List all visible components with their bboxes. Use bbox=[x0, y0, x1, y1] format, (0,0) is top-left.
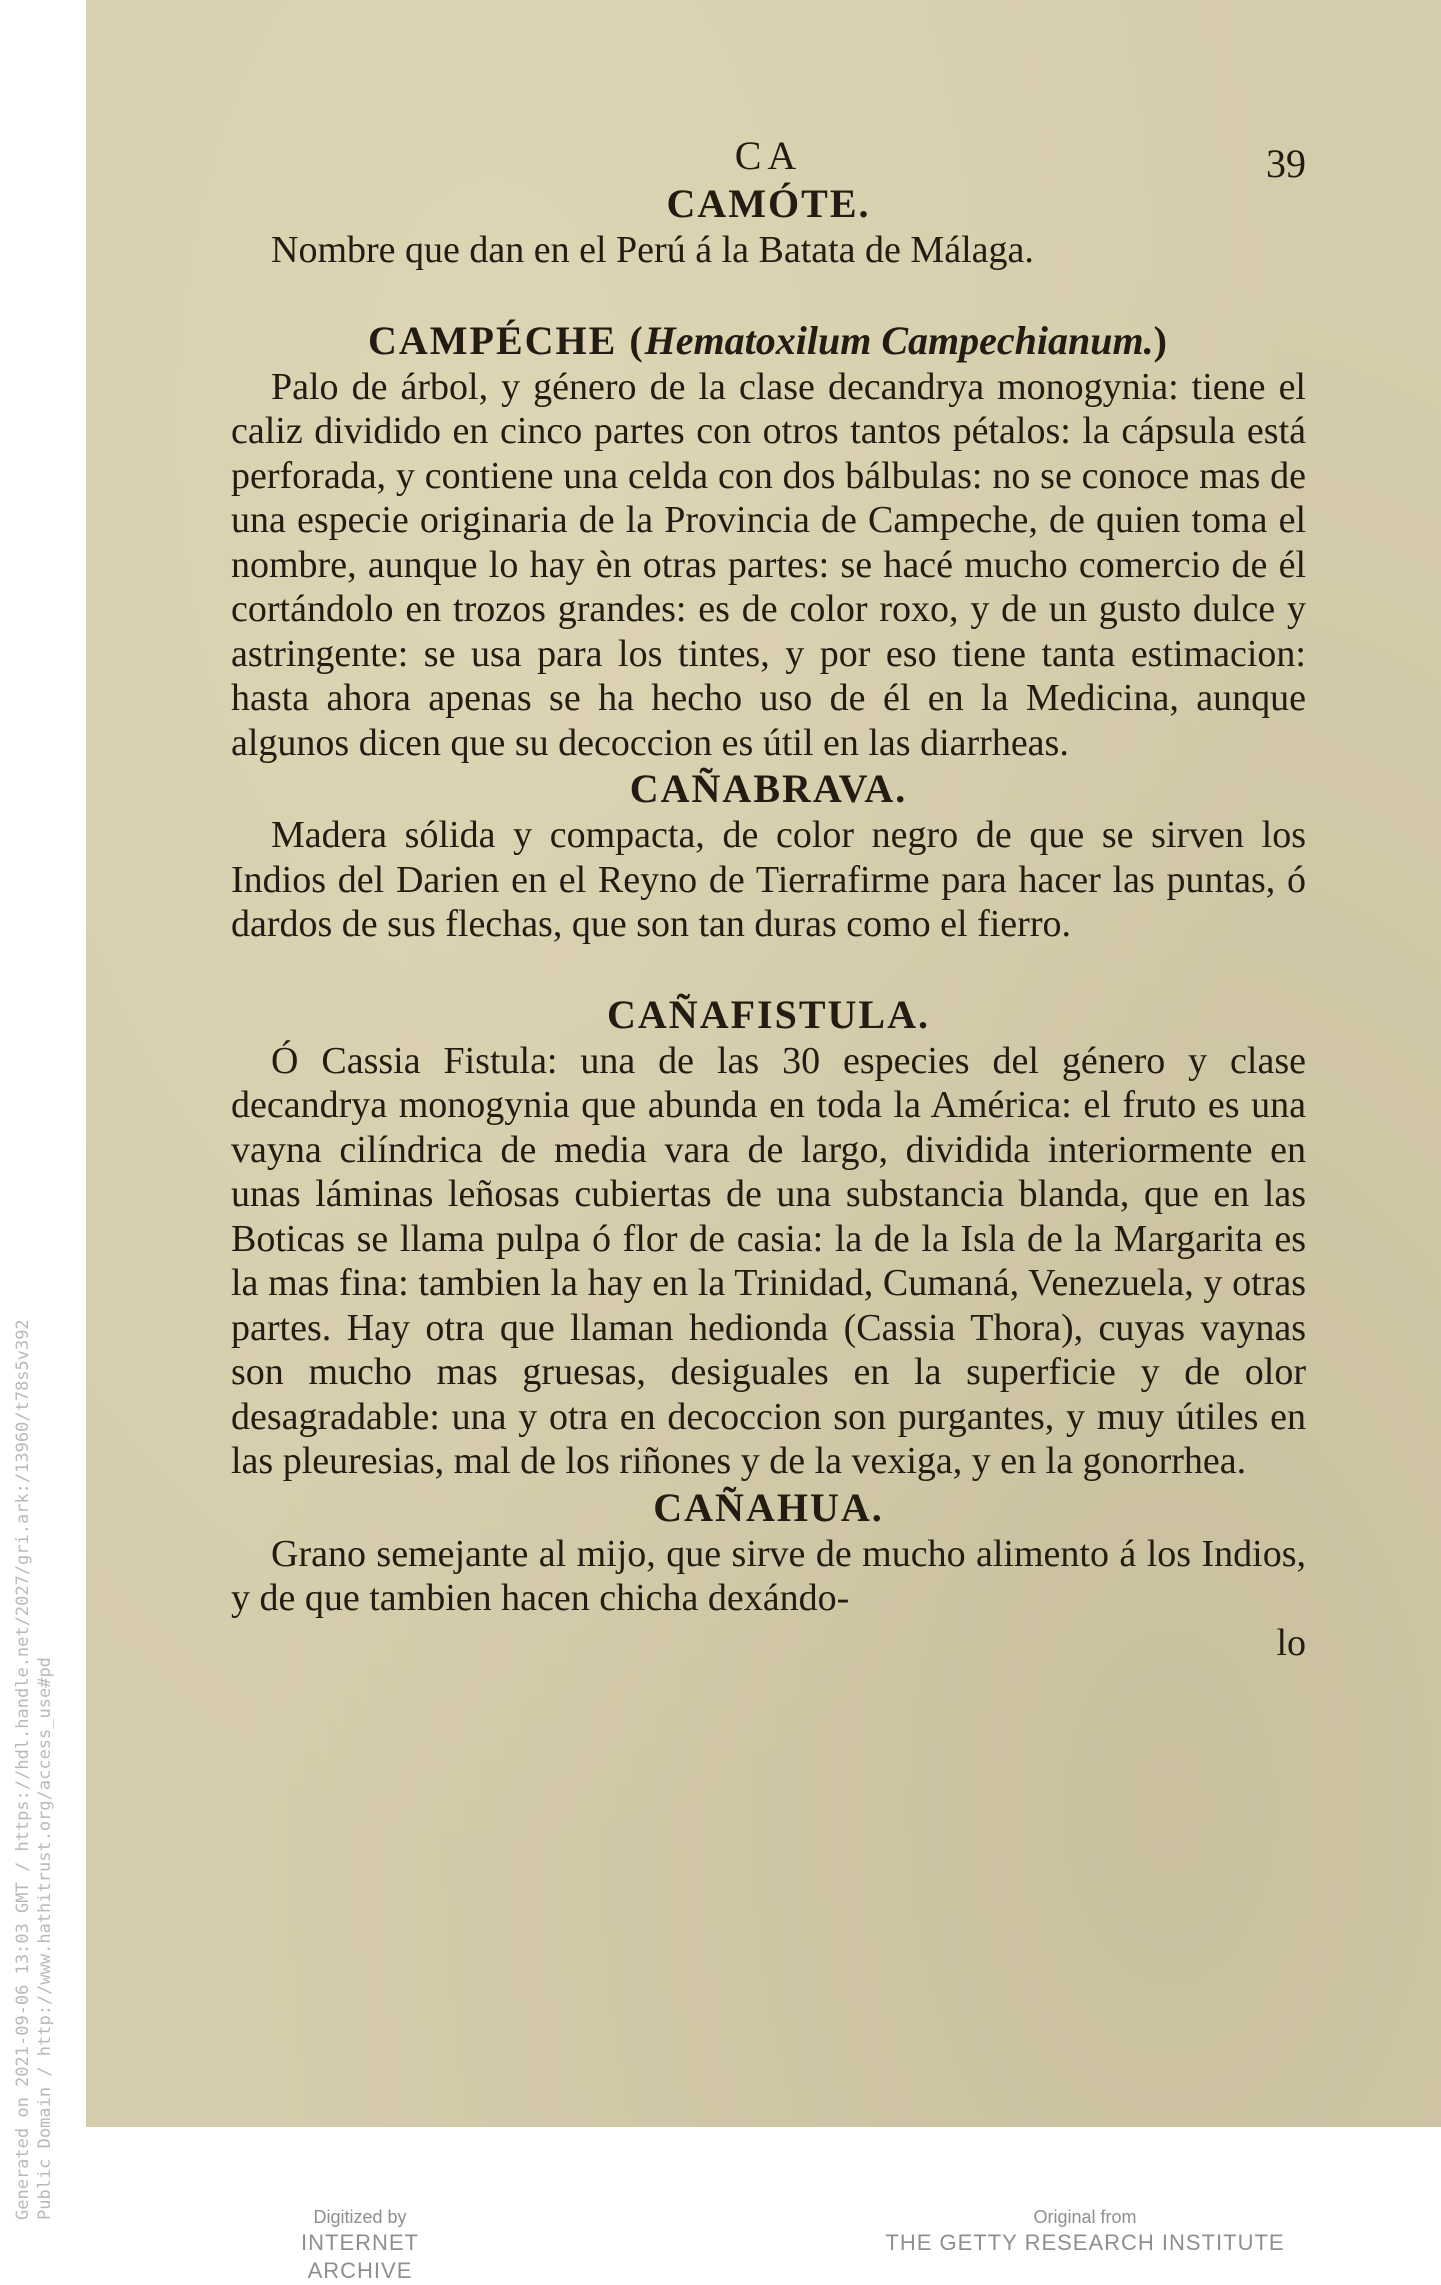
digitized-by-caption: Digitized by bbox=[313, 2207, 407, 2227]
entry-body-campeche: Palo de árbol, y género de la clase decandrya monogynia: tiene el caliz dividido en cinco partes con otros tantos pétalos: la cápsula está perforada, y contiene una celda con dos bálbulas: no se conoce mas de una especie originaria de la Provincia de Campeche, de quien toma el nombre, aunque lo hay èn otras partes: se hacé mucho comercio de él cortándolo en trozos grandes: es de color roxo, y de un gusto dulce y astringente: se usa para los tintes, y por eso tiene tanta estimacion: hasta ahora apenas se ha hecho uso de él en la Medicina, aunque algunos dicen que su decoccion es útil en las diarrheas. bbox=[231, 365, 1306, 764]
entry-body-canabrava: Madera sólida y compacta, de color negro de que se sirven los Indios del Darien en el Reyno de Tierrafirme para hacer las puntas, ó dardos de sus flechas, que son tan duras como el fierro. bbox=[231, 814, 1306, 945]
digitized-by-label bbox=[250, 2205, 470, 2285]
entry-heading-canafistula: CAÑAFISTULA. bbox=[607, 991, 930, 1037]
stamp-public-domain-line: Public Domain / http://www.hathitrust.org/access_use#pd bbox=[35, 1657, 55, 2220]
stamp-generated-line: Generated on 2021-09-06 13:03 GMT / https://hdl.handle.net/2027/gri.ark:/13960/t78s5v392 bbox=[13, 1319, 33, 2220]
running-head: CA bbox=[734, 133, 803, 178]
page-text bbox=[231, 120, 1306, 1665]
catchword: lo bbox=[1276, 1621, 1306, 1664]
entry-body-canafistula: Ó Cassia Fistula: una de las 30 especies del género y clase decandrya monogynia que abunda en toda la América: el fruto es una vayna cilíndrica de media vara de largo, dividida interiormente en unas láminas leñosas cubiertas de una substancia blanda, que en las Boticas se llama pulpa ó flor de casia: la de la Isla de la Margarita es la mas fina: tambien la hay en la Trinidad, Cumaná, Venezuela, y otras partes. Hay otra que llaman hedionda (Cassia Thora), cuyas vaynas son mucho mas gruesas, desiguales en la superficie y de olor desagradable: una y otra en decoccion son purgantes, y muy útiles en las pleuresias, mal de los riñones y de la vexiga, y en la gonorrhea. bbox=[231, 1039, 1306, 1482]
entry-heading-canahua: CAÑAHUA. bbox=[653, 1484, 884, 1530]
original-from-label bbox=[885, 2205, 1285, 2257]
page-number: 39 bbox=[1266, 141, 1306, 186]
hathitrust-stamp bbox=[4, 0, 54, 2255]
original-from-caption: Original from bbox=[1033, 2207, 1137, 2227]
getty-institute-name: THE GETTY RESEARCH INSTITUTE bbox=[885, 2230, 1285, 2255]
internet-archive-name: INTERNET ARCHIVE bbox=[301, 2230, 419, 2283]
entry-heading-campeche bbox=[231, 317, 1306, 365]
entry-heading-canabrava: CAÑABRAVA. bbox=[629, 766, 908, 811]
book-page bbox=[86, 0, 1441, 2127]
page-header bbox=[231, 120, 1306, 186]
heading-main-text: CAMPÉCHE ( bbox=[368, 317, 645, 363]
heading-latin-name: Hematoxilum Campechianum. bbox=[644, 317, 1154, 363]
entry-heading-camote: CAMÓTE. bbox=[666, 181, 871, 226]
heading-close-paren: ) bbox=[1153, 317, 1169, 363]
entry-body-canahua: Grano semejante al mijo, que sirve de mucho alimento á los Indios, y de que tambien hacen chicha dexándo- bbox=[231, 1532, 1306, 1619]
entry-body-camote: Nombre que dan en el Perú á la Batata de Málaga. bbox=[271, 229, 1034, 271]
